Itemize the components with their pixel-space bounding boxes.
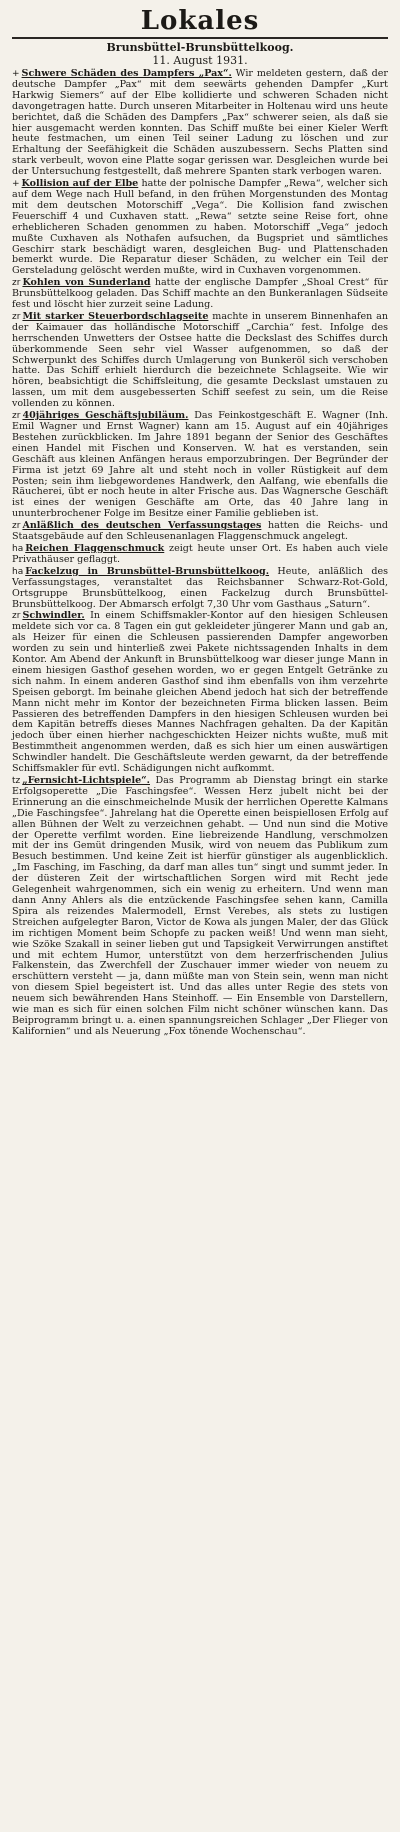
article-schwindler [12,611,388,775]
article-heading: Mit starker Steuerbordschlagseite [22,310,209,322]
article-mark: zr [12,611,21,622]
article-mark: + [12,69,20,79]
article-heading: Schwindler. [22,610,85,622]
article-heading: „Fernsicht-Lichtspiele“. [22,775,150,786]
article-body: Das Programm ab Dienstag bringt ein starke Erfolgsoperette „Die Faschingsfee“. Wessen Herz jubelt nicht bei der Erinnerung an die einschmeichelnde Musik der herrlichen Operette Kalmans „Die Faschingsfee“. Jahrelang hat die Operette einen beispiellosen Erfolg auf allen Bühnen der Welt zu verzeichnen gehabt. — Und nun sind die Motive der Operette verfilmt worden. Eine liebreizende Handlung, verschmolzen mit der ins Gemüt dringenden Musik, wird von neuem das Publikum zum Besuch bestimmen. Und keine Zeit ist hierfür günstiger als augenblicklich. „Im Fasching, im Fasching, da darf man alles tun“ singt und summt jeder. In der düsteren Zeit der wirtschaftlichen Sorgen wird mit Recht jede Gelegenheit wahrgenommen, sich ein wenig zu erheitern. Und wenn man dann Anny Ahlers als die entzückende Faschingsfee sehen kann, Camilla Spira als reizendes Malermodell, Ernst Verebes, als stets zu lustigen Streichen aufgelegter Baron, Victor de Kowa als jungen Maler, der das Glück im richtigen Moment beim Schopfe zu packen weiß! Und wenn man sieht, wie Szöke Szakall in seiner lieben gut und Tapsigkeit Verwirrungen anstiftet und mit echtem Humor, unterstützt von dem herzerfrischenden Julius Falkenstein, das Zwerchfell der Zuschauer immer wieder von neuem zu erschüttern versteht — ja, dann müßte man von Stein sein, wenn man nicht von diesem Spiel begeistert ist. Und das alles unter Regie des stets von neuem sich bewährenden Hans Steinhoff. — Ein Ensemble von Darstellern, wie man es sich für einen solchen Film nicht schöner wünschen kann. Das Beiprogramm bringt u. a. einen spannungsreichen Schlager „Der Flieger von Kalifornien“ und als Neuerung „Fox tönende Wochenschau“. [12,775,388,1037]
article-body: machte in unserem Binnenhafen an der Kaimauer das holländische Motorschiff „Carchia“ fest. Infolge des herrschenden Unwetters der Ostsee hatte die Deckslast des Schiffes durch überkommende Seen sehr viel Wasser aufgenommen, so daß der Schwerpunkt des Schiffes durch Umlagerung von Bunkeröl sich verschoben hatte. Das Schiff erhielt hierdurch die bezeichnete Schlagseite. Wie wir hören, beabsichtigt die Schiffsleitung, die gesamte Deckslast umstauen zu lassen, um mit dem ausgebesserten Schiff seefest zu sein, um die Reise vollenden zu können. [12,310,388,410]
article-body: zeigt heute unser Ort. Es haben auch viele Privathäuser geflaggt. [12,542,388,565]
article-body: hatte der englische Dampfer „Shoal Crest“ für Brunsbüttelkoog geladen. Das Schiff machte an den Bunkeranlagen Südseite fest und löscht hier zurzeit seine Ladung. [12,277,388,311]
article-lichtspiele [12,776,388,1038]
article-body: hatte der polnische Dampfer „Rewa“, welcher sich auf dem Wege nach Hull befand, in den frühen Morgenstunden des Montag mit dem deutschen Motorschiff „Vega“. Die Kollision fand zwischen Feuerschiff 4 und Cuxhaven statt. „Rewa“ setzte seine Reise fort, ohne erheblicheren Schaden genommen zu haben. Motorschiff „Vega“ jedoch mußte Cuxhaven als Nothafen aufsuchen, da Bugspriet und sämtliches Geschirr stark beschädigt waren, desgleichen Bug- und Plattenschaden bemerkt wurde. Die Reparatur dieser Schäden, zu welcher ein Teil der Gersteladung gelöscht werden mußte, wird in Cuxhaven vorgenommen. [12,178,388,277]
article-body: Wir meldeten gestern, daß der deutsche Dampfer „Pax“ mit dem seewärts gehenden Dampfer „Kurt Harkwig Siemers“ auf der Elbe kollidierte und schweren Schaden nicht davongetragen hatte. Durch unseren Mitarbeiter in Holtenau wird uns heute berichtet, daß die Schäden des Dampfers „Pax“ schwerer seien, als daß sie hier ausgemacht werden konnten. Das Schiff mußte bei einer Kieler Werft heute festmachen, um einen Teil seiner Ladung zu löschen und zur Erhaltung der Seefähigkeit die Schäden auszubessern. Sechs Platten sind stark verbeult, wovon eine Platte sogar gerissen war. Desgleichen wurde bei der Untersuchung festgestellt, daß mehrere Spanten stark verbogen waren. [12,68,388,178]
article-schlagseite [12,312,388,410]
section-subtitle: Brunsbüttel-Brunsbüttelkoog. [106,41,294,54]
article-jubilaeum [12,411,388,520]
article-fackelzug [12,567,388,611]
article-heading: Schwere Schäden des Dampfers „Pax“. [21,68,232,79]
article-pax [12,69,388,178]
article-body: hatten die Reichs- und Staatsgebäude auf den Schleusenanlagen Flaggenschmuck angelegt. [12,520,389,543]
article-heading: Reichen Flaggenschmuck [25,542,165,554]
article-heading: Anläßlich des deutschen Verfassungstages [22,520,262,532]
dateline: 11. August 1931. [152,54,248,67]
article-mark: tz [12,776,21,786]
article-mark: + [12,179,20,190]
article-mark: zr [12,278,21,289]
article-body: Das Feinkostgeschäft E. Wagner (Inh. Emil Wagner und Ernst Wagner) kann am 15. August auf ein 40jähriges Bestehen zurückblicken. Im Jahre 1891 begann der Senior des Geschäftes einen Handel mit Fischen und Konserven. W. hat es verstanden, sein Geschäft aus kleinen Anfängen heraus emporzubringen. Der Begründer der Firma ist jetzt 69 Jahre alt und steht noch in voller Rüstigkeit auf dem Posten; sein ihm liebgewordenes Handwerk, den Aalfang, wie ebenfalls die Räucherei, übt er noch heute in alter Frische aus. Das Wagnersche Geschäft ist eines der wenigen Geschäfte am Orte, das 40 Jahre lang in ununterbrochener Folge im Besitze einer Familie geblieben ist. [12,410,389,520]
article-flaggenschmuck [12,544,388,566]
article-heading: 40jähriges Geschäftsjubiläum. [22,410,189,422]
article-mark: zr [12,311,21,322]
article-mark: zr [12,521,21,532]
section-title: Lokales [140,6,260,36]
article-verfassungstag [12,521,388,543]
article-body: In einem Schiffsmakler-Kontor auf den hiesigen Schleusen meldete sich vor ca. 8 Tagen ein gut gekleideter jüngerer Mann und gab an, als Heizer für einen die Schleusen passierenden Dampfer angeworben worden zu sein und hinterließ zwei Pakete nichtssagenden Inhalts in dem Kontor. Am Abend der Ankunft in Brunsbüttelkoog war dieser junge Mann in einem hiesigen Gasthof gesehen worden, wo er gegen Entgelt Getränke zu sich nahm. In einem anderen Gasthof sind ihm ebenfalls von ihm verzehrte Speisen geborgt. Im beinahe gleichen Abend jedoch hat sich der betreffende Mann nicht mehr im Kontor der bezeichneten Firma blicken lassen. Beim Passieren des betreffenden Dampfers in den hiesigen Schleusen wurden bei dem Kapitän betreffs dieses Mannes Nachfragen gehalten. Da der Kapitän jedoch über einen hierher nachgeschickten Heizer nichts wußte, muß mit Bestimmtheit angenommen werden, daß es sich hier um einen auswärtigen Schwindler handelt. Die Geschäftsleute werden gewarnt, da der betreffende Schiffsmakler für evtl. Schädigungen nicht aufkommt. [12,610,388,775]
article-heading: Kohlen von Sunderland [22,277,151,289]
article-kohlen [12,278,388,311]
article-mark: ha [12,543,24,554]
article-kollision [12,179,388,277]
article-mark: ha [12,566,24,577]
article-heading: Kollision auf der Elbe [21,178,139,190]
article-mark: zr [12,411,21,422]
article-heading: Fackelzug in Brunsbüttel-Brunsbüttelkoog. [25,565,270,577]
articles-column [12,69,388,1038]
article-body: Heute, anläßlich des Verfassungstages, veranstaltet das Reichsbanner Schwarz-Rot-Gold, Ortsgruppe Brunsbüttelkoog, einen Fackelzug durch Brunsbüttel-Brunsbüttelkoog. Der Abmarsch erfolgt 7,30 Uhr vom Gasthaus „Saturn“. [12,565,388,610]
title-rule [12,37,388,39]
